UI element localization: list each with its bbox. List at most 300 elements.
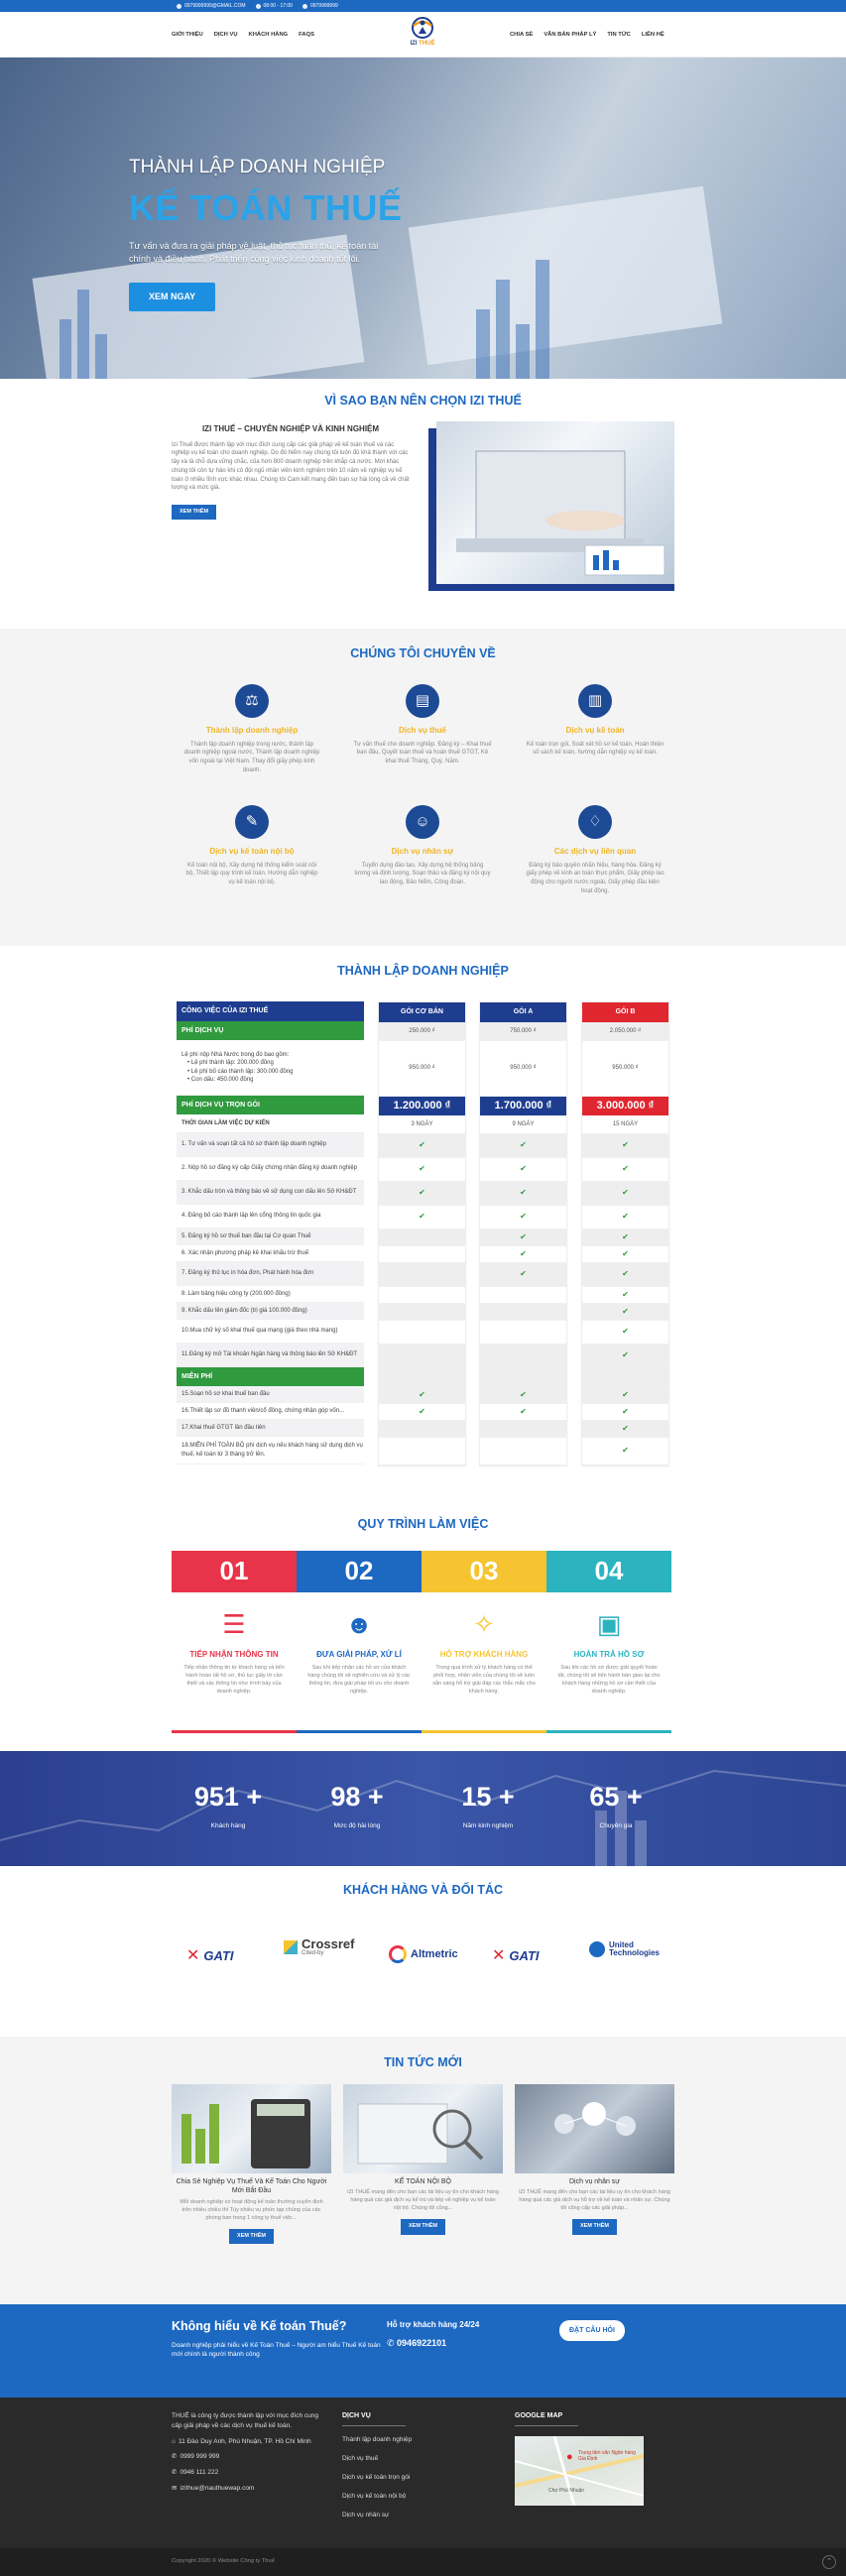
news-item-title[interactable]: Chia Sẻ Nghiệp Vụ Thuế Và Kế Toán Cho Người Mới Bắt Đầu — [176, 2178, 327, 2195]
fee-line: Lệ phí nộp Nhà Nước trong đó bao gồm: — [181, 1052, 290, 1059]
plan-feature-cell — [582, 1345, 668, 1368]
service-desc: Tuyển dụng đào tạo, Xây dựng hệ thống bảng lương và định lượng, Soạn thảo và đăng ký nội quy lao động, Bảo hiểm, Công đoàn. — [354, 862, 491, 886]
plan-time: 15 NGÀY — [582, 1115, 668, 1134]
stat-label: Năm kinh nghiệm — [462, 1822, 514, 1830]
stat-experience — [428, 1779, 547, 1831]
map-place-label: Chợ Phú Nhuận — [548, 2488, 585, 2495]
service-desc: Kế toán nội bộ, Xây dựng hệ thống kiểm soát nội bộ, Thiết lập quy trình kế toán. Hướng dẫn nghiệp vụ kế toán nội bộ. — [185, 862, 318, 886]
news-more-button[interactable]: XEM THÊM — [229, 2229, 274, 2244]
news-card[interactable] — [343, 2084, 503, 2235]
partner-logo-crossref[interactable] — [284, 1937, 354, 1956]
copyright-bar — [0, 2548, 846, 2576]
plan-name: GÓI A — [480, 1002, 566, 1022]
nav-about[interactable]: GIỚI THIỆU — [172, 32, 203, 38]
check-icon: ✔ — [622, 1350, 629, 1360]
partners-title: KHÁCH HÀNG VÀ ĐỐI TÁC — [342, 1883, 504, 1897]
step-title: HỖ TRỢ KHÁCH HÀNG — [439, 1650, 529, 1659]
pricing-task-row: 4. Đăng bố cáo thành lập lên cổng thông tin quốc gia — [177, 1205, 364, 1229]
briefcase-icon: ▣ — [596, 1609, 622, 1640]
plan-feature-cell — [379, 1345, 465, 1368]
footer-service-link[interactable]: Dịch vụ thuế — [342, 2455, 379, 2463]
plan-feature-cell — [480, 1263, 566, 1287]
check-icon: ✔ — [520, 1248, 527, 1258]
service-card[interactable] — [526, 805, 665, 896]
check-icon: ✔ — [520, 1140, 527, 1150]
laptop-photo — [436, 421, 674, 584]
pricing-task-row: 7. Đăng ký thủ tục in hóa đơn, Phát hành hóa đơn — [177, 1262, 364, 1286]
pricing-service-label: PHÍ DỊCH VỤ — [177, 1021, 364, 1040]
plan-fee: 250.000 ₫ — [379, 1022, 465, 1041]
home-icon: ⌂ — [172, 2437, 176, 2445]
why-image — [428, 428, 674, 591]
plan-feature-cell — [582, 1229, 668, 1246]
hero-content — [129, 155, 402, 311]
plan-total: 1.700.000 ₫ — [480, 1097, 566, 1115]
pricing-task-row: 9. Khắc dấu tên giám đốc (trị giá 100.000 đồng) — [177, 1303, 364, 1320]
nav-customers[interactable]: KHÁCH HÀNG — [248, 32, 289, 38]
check-icon: ✔ — [520, 1188, 527, 1198]
footer-service-link[interactable]: Dịch vụ kế toán trọn gói — [342, 2473, 411, 2481]
pricing-section — [0, 946, 846, 1511]
logo-icon — [408, 16, 437, 40]
service-card[interactable] — [526, 684, 665, 758]
news-item-desc: IZI THUẾ mang đến cho bạn các tài liệu uy tín cho khách hàng hàng quá các giá dịch vụ hỗ trợ về kế toán và nhân sự. Chúng tôi cũng cấp các giải pháp... — [519, 2189, 670, 2212]
nav-news[interactable]: TIN TỨC — [607, 32, 631, 38]
footer-phone1[interactable]: ✆ 0999 999 999 — [172, 2453, 220, 2461]
hotline-label: Hỗ trợ khách hàng 24/24 — [387, 2320, 480, 2329]
step-desc: Trong quá trình xử lý khách hàng có thể phối hợp, nhân viên của chúng tôi sẽ luôn sẵn sàng hỗ trợ giải đáp các thắc mắc cho khách hàng. — [432, 1664, 536, 1695]
news-card[interactable] — [172, 2084, 331, 2244]
check-icon: ✔ — [419, 1212, 425, 1222]
nav-legal[interactable]: VĂN BẢN PHÁP LÝ — [544, 32, 597, 38]
check-icon: ✔ — [520, 1389, 527, 1399]
plan-feature-cell — [582, 1263, 668, 1287]
pricing-task-row: 10.Mua chữ ký số khai thuế qua mạng (giá theo nhà mạng) — [177, 1320, 364, 1344]
footer-about — [172, 2411, 330, 2494]
process-steps — [172, 1551, 671, 1733]
why-more-button[interactable]: XEM THÊM — [172, 505, 216, 520]
pricing-features-column — [177, 1001, 364, 1464]
check-icon: ✔ — [419, 1188, 425, 1198]
step-title: HOÀN TRẢ HỒ SƠ — [573, 1650, 645, 1659]
plan-feature-cell — [480, 1404, 566, 1421]
pricing-task-row: 3. Khắc dấu tròn và thông báo về sử dụng con dấu lên Sở KH&ĐT — [177, 1181, 364, 1205]
nav-services[interactable]: DỊCH VỤ — [213, 32, 238, 38]
plan-feature-cell — [379, 1229, 465, 1246]
plan-feature-cell — [379, 1263, 465, 1287]
pricing-task-row: 2. Nộp hồ sơ đăng ký cấp Giấy chứng nhận đăng ký doanh nghiệp — [177, 1157, 364, 1181]
united-text: United Technologies — [609, 1940, 660, 1957]
united-globe-icon — [589, 1941, 605, 1957]
check-icon: ✔ — [520, 1269, 527, 1279]
plan-feature-cell — [480, 1134, 566, 1158]
hero-banner — [0, 58, 846, 379]
cta-desc: Doanh nghiệp phải hiểu về Kế Toán Thuế – Người am hiểu Thuế Kế toán mới chính là người thành công — [172, 2341, 381, 2358]
news-image-accounting — [343, 2084, 503, 2173]
map-roads — [515, 2436, 644, 2506]
stat-number: 15 + — [461, 1782, 515, 1812]
hero-cta-button[interactable]: XEM NGAY — [129, 283, 215, 310]
check-icon: ✔ — [419, 1389, 425, 1399]
people-network-illustration — [515, 2084, 674, 2173]
pricing-extra-row: 18.MIỄN PHÍ TOÀN BỘ phí dịch vụ nếu khách hàng sử dụng dịch vụ thuế, kế toán từ 3 tháng trở lên. — [177, 1437, 364, 1464]
step-number: 02 — [297, 1551, 422, 1592]
plan-feature-cell — [582, 1387, 668, 1404]
check-icon: ✔ — [419, 1164, 425, 1174]
hero-title: KẾ TOÁN THUẾ — [129, 186, 403, 228]
pricing-extra-label: MIỄN PHÍ — [177, 1367, 364, 1386]
plan-fee: 2.050.000 ₫ — [582, 1022, 668, 1041]
plan-feature-cell — [582, 1304, 668, 1321]
partner-logo-gati[interactable]: ✕ GATI — [186, 1945, 234, 1967]
plan-feature-cell — [480, 1158, 566, 1182]
plan-feature-cell — [379, 1206, 465, 1229]
check-icon: ✔ — [520, 1231, 527, 1241]
pricing-task-row: 6. Xác nhận phương pháp kê khai khấu trừ thuế — [177, 1245, 364, 1262]
plan-feature-cell — [379, 1182, 465, 1206]
phone-icon: ✆ — [387, 2337, 398, 2348]
step-number: 01 — [172, 1551, 297, 1592]
pricing-extra-row: 16.Thiết lập sơ đồ thanh viên/cổ đông, chứng nhận góp vốn... — [177, 1403, 364, 1420]
plan-feature-cell — [480, 1229, 566, 1246]
plan-feature-cell — [582, 1287, 668, 1304]
news-section — [0, 2037, 846, 2304]
step-desc: Sau khi tiếp nhận các hồ sơ của khách hàng chúng tôi sẽ nghiên cứu và xử lý các thông tin, đưa giải pháp tối ưu cho doanh nghiệp. — [307, 1664, 411, 1695]
process-step — [297, 1551, 422, 1733]
service-desc: Đăng ký bảo quyền nhãn hiệu, hàng hóa. Đăng ký giấy phép về kinh an toàn thực phẩm, Giấy phép lao động cho người nước ngoài, Giấy phép đầu kiện hoạt động. — [526, 862, 665, 894]
plan-feature-cell — [379, 1421, 465, 1438]
footer-services-title: DỊCH VỤ — [342, 2411, 406, 2426]
pricing-header-label: CÔNG VIỆC CỦA IZI THUẾ — [177, 1001, 364, 1021]
fee-line: • Lệ phí thành lập: 200.000 đồng — [187, 1060, 274, 1067]
check-icon: ✔ — [622, 1188, 629, 1198]
check-icon: ✔ — [622, 1406, 629, 1416]
footer-email[interactable]: ✉ izithue@nauthuewap.com — [172, 2484, 255, 2492]
gavel-icon: ⚖ — [235, 684, 269, 718]
check-icon: ✔ — [520, 1164, 527, 1174]
stat-satisfaction — [298, 1779, 417, 1831]
plan-feature-cell — [480, 1304, 566, 1321]
step-number: 04 — [546, 1551, 671, 1592]
hotline-number[interactable]: ✆ 0946922101 — [387, 2337, 447, 2348]
plan-name: GÓI CƠ BẢN — [379, 1002, 465, 1022]
step-title: TIẾP NHẬN THÔNG TIN — [189, 1650, 279, 1659]
plan-gov-fee: 950.000 ₫ — [582, 1041, 668, 1097]
hero-chart-bar — [60, 319, 71, 379]
laptop-illustration — [436, 421, 674, 584]
gati-mark-icon: ✕ — [186, 1947, 200, 1964]
service-title: Dịch vụ nhân sự — [391, 847, 454, 856]
plan-extra-cell — [582, 1368, 668, 1387]
step-number: 03 — [422, 1551, 546, 1592]
service-desc: Tư vấn thuế cho doanh nghiệp. Đăng ký – Khai thuế ban đầu, Quyết toán thuế và hoàn thuế GTGT, Kê khai thuế Tháng, Quý, Năm. — [353, 741, 492, 765]
pricing-task-row: 5. Đăng ký hồ sơ thuế ban đầu tại Cơ quan Thuế — [177, 1229, 364, 1245]
pricing-task-row: 1. Tư vấn và soạn tất cả hồ sơ thành lập doanh nghiệp — [177, 1133, 364, 1157]
pricing-task-row: 8. Làm bảng hiệu công ty (200.000 đồng) — [177, 1286, 364, 1303]
plan-feature-cell — [480, 1182, 566, 1206]
gati-mark-icon: ✕ — [492, 1947, 506, 1964]
check-icon: ✔ — [622, 1269, 629, 1279]
plan-total: 3.000.000 ₫ — [582, 1097, 668, 1115]
site-logo[interactable] — [405, 16, 440, 54]
plan-feature-cell — [582, 1158, 668, 1182]
pricing-extra-row: 15.Soạn hồ sơ khai thuế ban đầu — [177, 1386, 364, 1403]
stat-number: 951 + — [193, 1782, 263, 1812]
map-pin-label: Trung tâm văn Ngân hàng Gia Định — [578, 2450, 636, 2463]
plan-feature-cell — [379, 1321, 465, 1345]
plan-feature-cell — [480, 1387, 566, 1404]
news-card[interactable] — [515, 2084, 674, 2235]
partner-logo-altmetric[interactable]: Altmetric — [389, 1945, 458, 1963]
news-item-title[interactable]: KẾ TOÁN NỘI BỘ — [395, 2178, 451, 2185]
services-section — [0, 629, 846, 946]
hero-chart-bar — [77, 290, 89, 379]
stat-number: 98 + — [330, 1782, 384, 1812]
process-step — [422, 1551, 546, 1733]
check-icon: ✔ — [622, 1306, 629, 1316]
hero-paper-shape — [409, 186, 723, 365]
clipboard-icon: ☰ — [222, 1609, 246, 1640]
plan-feature-cell — [480, 1438, 566, 1465]
handshake-icon: ♢ — [578, 805, 612, 839]
service-desc: Kế toán trọn gói, Soát xét hồ sơ kế toán, Hoàn thiện số sách kế toán, hướng dẫn nghiệp vụ kế toán. — [526, 741, 665, 757]
hero-chart-bar — [516, 324, 530, 379]
check-icon: ✔ — [622, 1164, 629, 1174]
service-desc: Thành lập doanh nghiệp trong nước, thành lập doanh nghiệp ngoài nước, Thành lập doanh nghiệp vốn ngoài tại Việt Nam. Thay đổi giấy phép kinh doanh. — [183, 741, 320, 773]
fee-line: • Con dấu: 450.000 đồng — [187, 1076, 254, 1083]
service-title: Dịch vụ thuế — [398, 726, 446, 735]
hero-heading: THÀNH LẬP DOANH NGHIỆP — [129, 157, 386, 177]
why-subtitle: IZI THUẾ – CHUYÊN NGHIỆP VÀ KINH NGHIỆM — [201, 424, 380, 433]
people-icon: ☺ — [406, 805, 439, 839]
phone-icon — [302, 4, 307, 9]
cta-title: Không hiểu về Kế toán Thuế? — [172, 2319, 347, 2333]
hero-chart-bar — [536, 260, 549, 379]
plan-gov-fee: 950.000 ₫ — [480, 1041, 566, 1097]
footer-about-text: THUẾ là công ty được thành lập với mục đích cung cấp giải pháp về các dịch vụ thuế kế toán. — [172, 2412, 318, 2429]
plan-feature-cell — [480, 1321, 566, 1345]
check-icon: ✔ — [622, 1231, 629, 1241]
step-desc: Tiếp nhận thông tin từ khách hàng và tiến hành hoàn tất hồ sơ, thủ tục giấy tờ cần thiết và các thông tin như trình bày của doanh nghiệp. — [183, 1664, 285, 1695]
service-card[interactable] — [182, 684, 321, 775]
check-icon: ✔ — [520, 1212, 527, 1222]
book-icon: ▥ — [578, 684, 612, 718]
cta-hotline — [387, 2320, 479, 2349]
check-icon: ✔ — [419, 1140, 425, 1150]
footer-service-link[interactable]: Dịch vụ kế toán nội bộ — [342, 2492, 407, 2500]
nav-share[interactable]: CHIA SẺ — [510, 32, 534, 38]
stat-label: Chuyên gia — [599, 1822, 633, 1830]
services-title: CHÚNG TÔI CHUYÊN VỀ — [350, 646, 496, 660]
site-header — [0, 12, 846, 58]
cta-text — [172, 2318, 390, 2359]
why-title: VÌ SAO BẠN NÊN CHỌN IZI THUẾ — [324, 394, 522, 408]
check-icon: ✔ — [622, 1248, 629, 1258]
hero-description: Tư vấn và đưa ra giải pháp về luật, thủ tục tuân thủ, kế toán tài chính và điều hành. Phát triển công việc kinh doanh tốt lõi. — [129, 241, 379, 264]
hero-chart-bar — [496, 280, 510, 379]
why-section — [0, 379, 846, 629]
service-card[interactable] — [353, 805, 492, 887]
process-step — [172, 1551, 297, 1733]
stats-band — [0, 1751, 846, 1866]
plan-feature-cell — [379, 1246, 465, 1263]
process-section — [0, 1511, 846, 1751]
partner-logo-united[interactable] — [589, 1941, 660, 1957]
plan-feature-cell — [379, 1404, 465, 1421]
pricing-time-label: THỜI GIAN LÀM VIỆC DỰ KIẾN — [177, 1114, 364, 1133]
check-icon: ✔ — [622, 1446, 629, 1456]
crossref-text: Crossref Cited-by — [302, 1936, 355, 1956]
topbar-phone[interactable]: 0979999999 — [302, 3, 338, 10]
step-title: ĐƯA GIẢI PHÁP, XỬ LÍ — [316, 1650, 402, 1659]
process-step — [546, 1551, 671, 1733]
stats-background-chart — [0, 1751, 846, 1866]
map-pin-icon: ● — [566, 2451, 573, 2464]
pricing-package-label: PHÍ DỊCH VỤ TRỌN GÓI — [177, 1096, 364, 1114]
altmetric-donut-icon — [389, 1945, 407, 1963]
plan-total: 1.200.000 ₫ — [379, 1097, 465, 1115]
ask-question-button[interactable]: ĐẶT CÂU HỎI — [559, 2320, 625, 2341]
service-title: Dịch vụ kế toán — [565, 726, 625, 735]
stat-label: Khách hàng — [210, 1822, 246, 1830]
stat-number: 65 + — [589, 1782, 643, 1812]
plan-extra-cell — [379, 1368, 465, 1387]
plan-feature-cell — [379, 1304, 465, 1321]
plan-feature-cell — [480, 1287, 566, 1304]
check-icon: ✔ — [622, 1289, 629, 1299]
mail-icon — [177, 4, 181, 9]
check-icon: ✔ — [622, 1212, 629, 1222]
plan-gov-fee: 950.000 ₫ — [379, 1041, 465, 1097]
partner-logo-gati[interactable]: ✕ GATI — [492, 1945, 540, 1967]
nav-faqs[interactable]: FAQS — [299, 32, 314, 38]
news-title: TIN TỨC MỚI — [384, 2055, 462, 2069]
footer-service-link[interactable]: Thành lập doanh nghiệp — [342, 2436, 413, 2444]
service-title: Dịch vụ kế toán nội bộ — [209, 847, 295, 856]
plan-feature-cell — [582, 1206, 668, 1229]
news-item-desc: Mỗi doanh nghiệp có hoạt động kế toán thường xuyên định trên nhiều chiều thì Tùy nhiều vụ phức tạp chúng của các phòng ban trong 1 công ty thuế việc... — [180, 2198, 323, 2221]
topbar-hours: 08:00 - 17:00 — [256, 3, 293, 10]
phone-icon: ✆ — [172, 2469, 178, 2476]
clock-icon — [256, 4, 261, 9]
service-title: Các dịch vụ liên quan — [553, 847, 637, 856]
news-more-button[interactable]: XEM THÊM — [572, 2219, 617, 2234]
plan-feature-cell — [379, 1438, 465, 1465]
calculator-illustration — [172, 2084, 331, 2173]
nav-contact[interactable]: LIÊN HỆ — [641, 32, 665, 38]
plan-feature-cell — [582, 1404, 668, 1421]
pricing-task-row: 11.Đăng ký mở Tài khoản Ngân hàng và thông báo lên Sở KH&ĐT — [177, 1344, 364, 1367]
plan-feature-cell — [379, 1134, 465, 1158]
plan-feature-cell — [582, 1421, 668, 1438]
handshake-icon: ✧ — [473, 1609, 495, 1640]
check-icon: ✔ — [622, 1423, 629, 1433]
pricing-extra-row: 17.Khai thuế GTGT lần đầu tiên — [177, 1420, 364, 1437]
fee-line: • Lệ phí bố cáo thành lập: 300.000 đồng — [187, 1068, 294, 1075]
topbar-email[interactable]: 0979999999@GMAIL.COM — [177, 3, 246, 10]
site-footer — [0, 2398, 846, 2548]
plan-name: GÓI B — [582, 1002, 668, 1022]
accounting-illustration — [343, 2084, 503, 2173]
logo-text: IZI THUẾ — [410, 41, 435, 47]
footer-map — [515, 2411, 644, 2506]
partners-section — [0, 1866, 846, 2037]
calculator-icon: ✎ — [235, 805, 269, 839]
news-more-button[interactable]: XEM THÊM — [401, 2219, 445, 2234]
document-icon: ▤ — [406, 684, 439, 718]
footer-services — [342, 2411, 412, 2519]
google-map[interactable] — [515, 2436, 644, 2506]
pricing-title: THÀNH LẬP DOANH NGHIỆP — [337, 964, 509, 978]
service-title: Thành lập doanh nghiệp — [205, 726, 299, 735]
phone-icon: ✆ — [172, 2453, 178, 2461]
plan-feature-cell — [582, 1438, 668, 1465]
plan-feature-cell — [379, 1158, 465, 1182]
footer-address: ⌂ 11 Đào Duy Anh, Phú Nhuận, TP. Hồ Chí Minh — [172, 2437, 311, 2445]
footer-service-link[interactable]: Dịch vụ nhân sự — [342, 2511, 390, 2518]
main-nav-left — [172, 32, 314, 40]
news-image-calculator — [172, 2084, 331, 2173]
stat-customers — [169, 1779, 288, 1831]
hero-chart-bar — [476, 309, 490, 379]
check-icon: ✔ — [622, 1140, 629, 1150]
pricing-fee-lines — [177, 1040, 364, 1096]
pricing-plan-column[interactable] — [378, 1001, 466, 1466]
plan-fee: 750.000 ₫ — [480, 1022, 566, 1041]
plan-feature-cell — [480, 1421, 566, 1438]
check-icon: ✔ — [622, 1327, 629, 1337]
copyright-text: Copyright 2020 © Website Công ty Thuế — [172, 2558, 275, 2565]
plan-feature-cell — [480, 1246, 566, 1263]
back-to-top-icon[interactable]: ⌃ — [822, 2555, 836, 2569]
check-icon: ✔ — [520, 1406, 527, 1416]
why-content — [172, 424, 410, 520]
news-image-people — [515, 2084, 674, 2173]
plan-feature-cell — [379, 1387, 465, 1404]
plan-feature-cell — [582, 1182, 668, 1206]
footer-map-title: GOOGLE MAP — [515, 2411, 578, 2426]
footer-phone2[interactable]: ✆ 0946 111 222 — [172, 2469, 219, 2476]
plan-feature-cell — [480, 1345, 566, 1368]
plan-feature-cell — [480, 1206, 566, 1229]
hero-chart-bar — [95, 334, 107, 379]
plan-feature-cell — [582, 1321, 668, 1345]
team-icon: ☻ — [345, 1609, 373, 1640]
check-icon: ✔ — [622, 1389, 629, 1399]
main-nav-right — [510, 32, 665, 40]
news-item-desc: IZI THUẾ mang đến cho bạn các tài liệu uy tín cho khách hàng hàng quá các giá dịch vụ kế trú và tiếp về nghiệp vụ kế toán nội bộ. Chúng tôi cũng... — [347, 2189, 499, 2212]
service-card[interactable] — [182, 805, 321, 887]
stat-label: Mức độ hài lòng — [333, 1822, 381, 1830]
service-card[interactable] — [353, 684, 492, 766]
crossref-mark-icon — [284, 1940, 298, 1954]
cta-band — [0, 2304, 846, 2398]
plan-feature-cell — [582, 1134, 668, 1158]
mail-icon: ✉ — [172, 2484, 178, 2492]
step-desc: Sau khi các hồ sơ được giải quyết hoàn tất, chúng tôi sẽ tiến hành bàn giao lại cho khách hàng những hồ sơ cần thiết của doanh nghiệp. — [557, 1664, 661, 1695]
plan-extra-cell — [480, 1368, 566, 1387]
why-paragraph: Izi Thuế được thành lập với mục đích cung cấp các giải pháp về kế toán thuế và các nghiệp vụ kế toán cho doanh nghiệp. Do đó hiểm nay chúng tôi luôn đủ khả thành với các tây và là chỗ dựa vững chắc, của hơn 800 doanh nghiệp trên khắp cả nước. Mới khác chúng tôi còn tự hào khi có đội ngũ nhân viên kinh nghiệm trên 10 năm về nghiệp vụ kế toán ở nhiều lĩnh vực khác nhau. Chúng tôi Cam kết mang đến bạn sự hài lòng cả về chất lượng và mức giá. — [172, 441, 410, 492]
news-item-title[interactable]: Dịch vụ nhân sự — [569, 2178, 620, 2185]
plan-time: 9 NGÀY — [480, 1115, 566, 1134]
process-title: QUY TRÌNH LÀM VIỆC — [357, 1517, 489, 1531]
pricing-plan-column[interactable] — [581, 1001, 669, 1466]
plan-feature-cell — [582, 1246, 668, 1263]
stat-experts — [556, 1779, 675, 1831]
pricing-plan-column[interactable] — [479, 1001, 567, 1466]
plan-time: 3 NGÀY — [379, 1115, 465, 1134]
plan-feature-cell — [379, 1287, 465, 1304]
